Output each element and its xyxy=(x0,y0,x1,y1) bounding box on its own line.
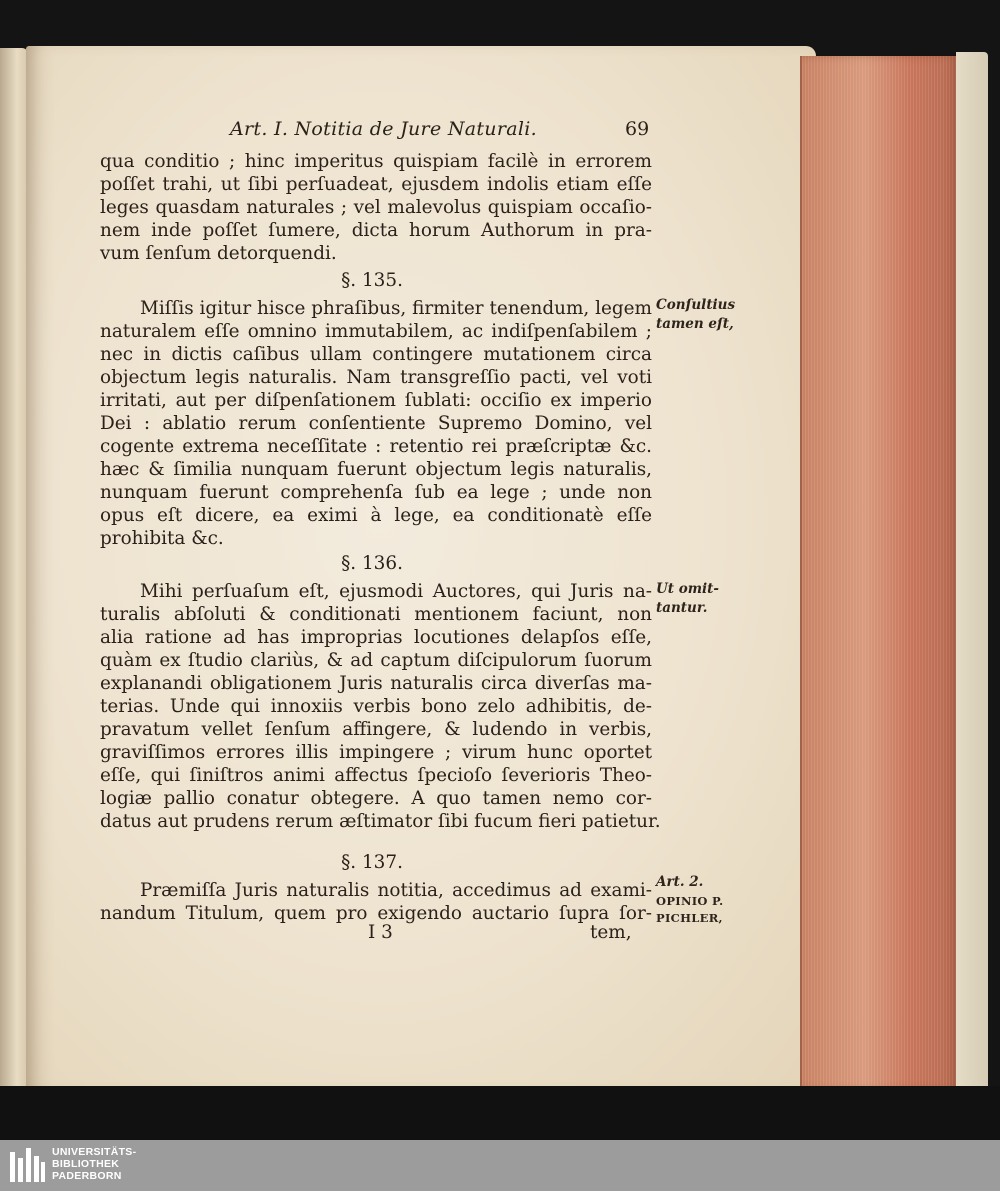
scan-bottom-shadow xyxy=(0,1086,1000,1140)
text-line: qua conditio ; hinc imperitus quispiam facilè in errorem xyxy=(100,151,652,172)
text-line: turalis abſoluti & conditionati mentionem faciunt, non xyxy=(100,604,652,625)
text-line: prohibita &c. xyxy=(100,528,224,549)
text-line: Præmiſſa Juris naturalis notitia, accedimus ad exami- xyxy=(140,880,652,901)
margin-note-line: tantur. xyxy=(656,600,708,616)
book-cover xyxy=(956,52,988,1092)
text-line: logiæ pallio conatur obtegere. A quo tamen nemo cor- xyxy=(100,788,652,809)
text-line: Miſſis igitur hisce phraſibus, firmiter tenendum, legem xyxy=(140,298,652,319)
text-line: graviſſimos errores illis impingere ; virum hunc oportet xyxy=(100,742,652,763)
text-line: alia ratione ad has improprias locutiones delapſos eſſe, xyxy=(100,627,652,648)
logo-line: UNIVERSITÄTS- xyxy=(52,1146,137,1158)
text-line: naturalem eſſe omnino immutabilem, ac indiſpenſabilem ; xyxy=(100,321,652,342)
text-line: cogente extrema neceſſitate : retentio rei præſcriptæ &c. xyxy=(100,436,652,457)
text-line: pravatum vellet ſenſum affingere, & ludendo in verbis, xyxy=(100,719,652,740)
logo-line: BIBLIOTHEK xyxy=(52,1158,120,1170)
section-heading: §. 135. xyxy=(341,270,403,291)
page-block-edge xyxy=(800,56,958,1090)
text-line: opus eſt dicere, ea eximi à lege, ea conditionatè eſſe xyxy=(100,505,652,526)
margin-note-line: Ut omit- xyxy=(656,581,719,597)
text-line: leges quasdam naturales ; vel malevolus quispiam occaſio- xyxy=(100,197,652,218)
page-header xyxy=(230,118,650,148)
margin-note-line: tamen eſt, xyxy=(656,316,734,332)
margin-note-line: Art. 2. xyxy=(656,874,704,890)
text-line: Dei : ablatio rerum conſentiente Supremo Domino, vel xyxy=(100,413,652,434)
text-line: nem inde poſſet ſumere, dicta horum Authorum in pra- xyxy=(100,220,652,241)
text-line: explanandi obligationem Juris naturalis circa diverſas ma- xyxy=(100,673,652,694)
library-logo-icon xyxy=(10,1148,46,1184)
section-heading: §. 137. xyxy=(341,852,403,873)
margin-note-line: PICHLER, xyxy=(656,911,723,925)
text-line: quàm ex ſtudio clariùs, & ad captum diſcipulorum ſuorum xyxy=(100,650,652,671)
logo-line: PADERBORN xyxy=(52,1170,122,1182)
text-line: irritati, aut per diſpenſationem ſublati: occiſio ex imperio xyxy=(100,390,652,411)
text-line: nandum Titulum, quem pro exigendo auctario ſupra ſor- xyxy=(100,903,652,924)
text-line: Mihi perſuaſum eſt, ejusmodi Auctores, qui Juris na- xyxy=(140,581,652,602)
section-heading: §. 136. xyxy=(341,553,403,574)
text-line: eſſe, qui ſiniſtros animi affectus ſpecioſo ſeverioris Theo- xyxy=(100,765,652,786)
catchword: tem, xyxy=(590,922,632,943)
text-line: terias. Unde qui innoxiis verbis bono zelo adhibitis, de- xyxy=(100,696,652,717)
text-line: datus aut prudens rerum æſtimator ſibi fucum fieri patietur. xyxy=(100,811,661,832)
margin-note-line: Conſultius xyxy=(656,297,736,313)
library-logo-text xyxy=(52,1146,136,1182)
text-line: poſſet trahi, ut ſibi perſuadeat, ejusdem indolis etiam eſſe xyxy=(100,174,652,195)
page-number: 69 xyxy=(625,118,650,140)
text-line: vum ſenſum detorquendi. xyxy=(100,243,337,264)
margin-note-line: OPINIO P. xyxy=(656,894,724,908)
text-line: objectum legis naturalis. Nam transgreſſio pacti, vel voti xyxy=(100,367,652,388)
facing-page-edge xyxy=(0,48,28,1088)
library-footer xyxy=(0,1140,1000,1191)
signature-mark: I 3 xyxy=(368,922,393,943)
text-line: hæc & ſimilia nunquam fuerunt objectum legis naturalis, xyxy=(100,459,652,480)
text-line: nec in dictis caſibus ullam contingere mutationem circa xyxy=(100,344,652,365)
running-title: Art. I. Notitia de Jure Naturali. xyxy=(230,118,537,140)
text-line: nunquam fuerunt comprehenſa ſub ea lege ; unde non xyxy=(100,482,652,503)
